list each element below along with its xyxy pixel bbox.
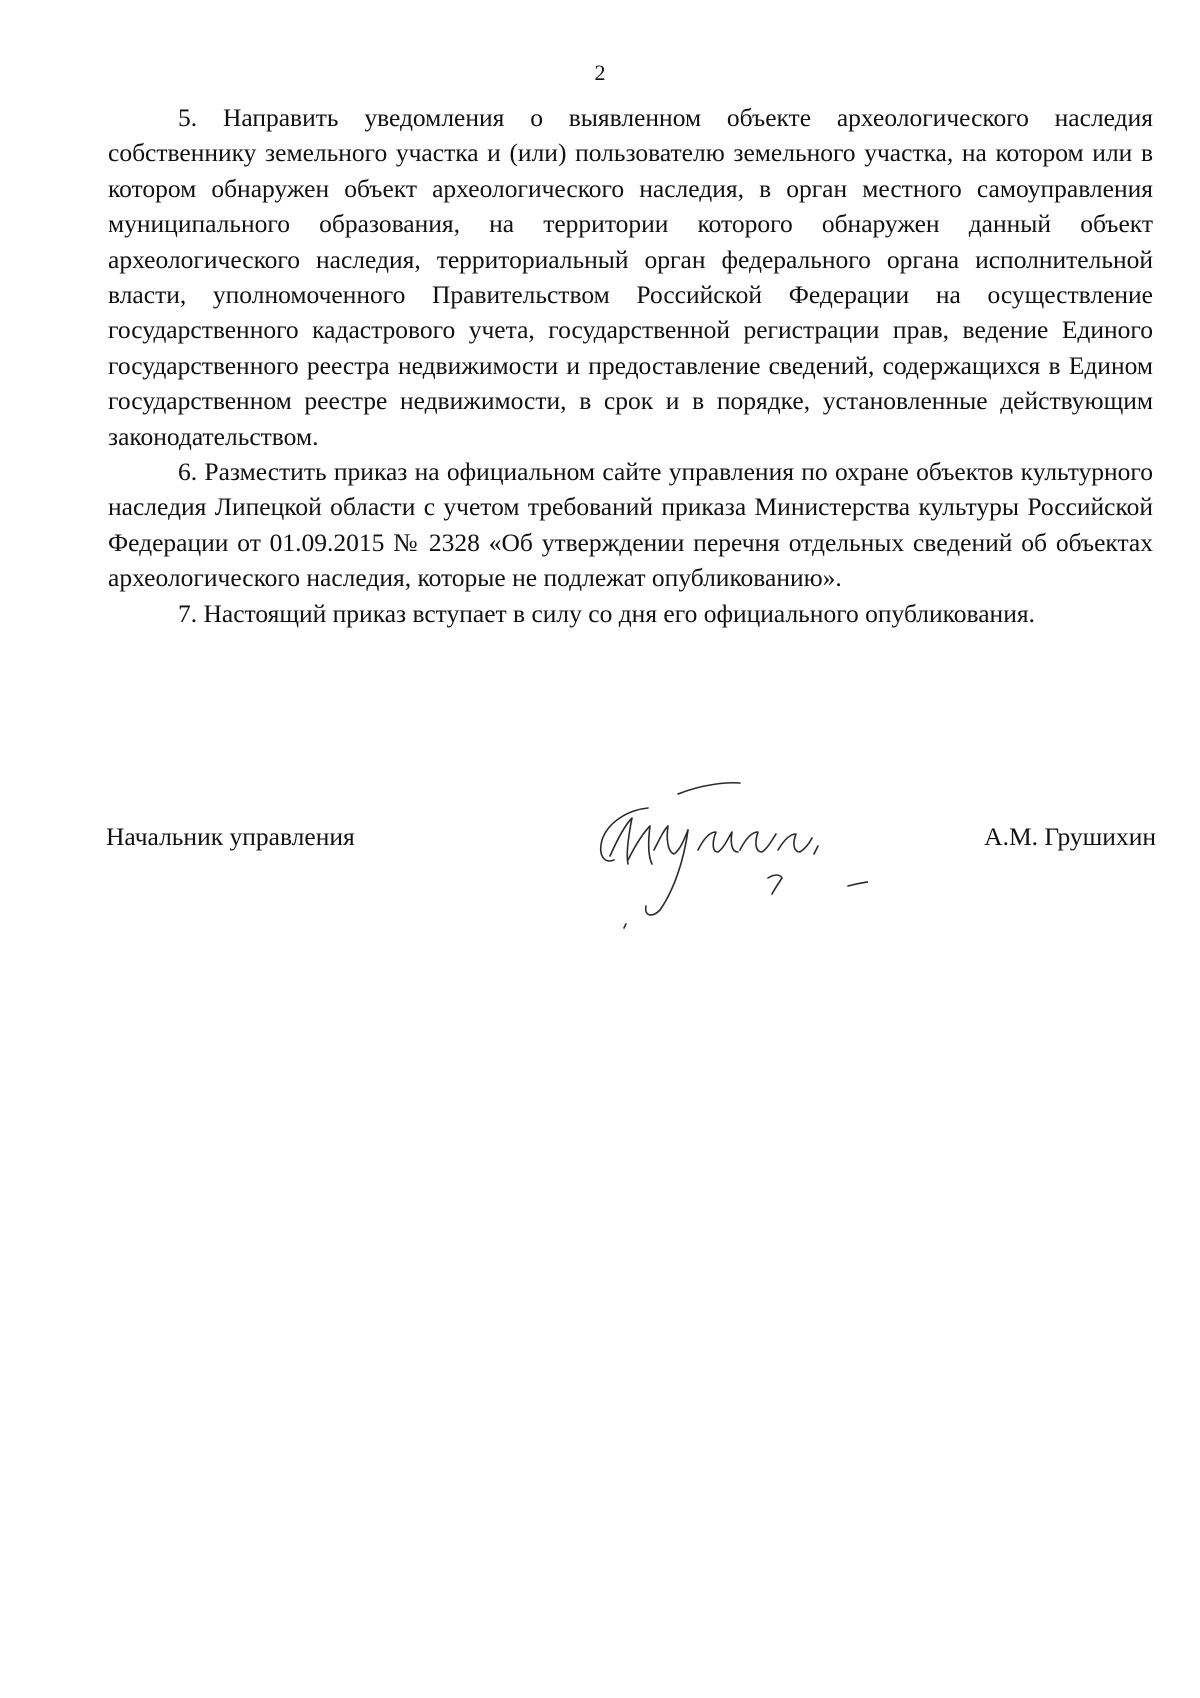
- signatory-name: А.М. Грушихин: [984, 822, 1156, 851]
- page-number: 2: [594, 60, 606, 85]
- signature-block: [106, 820, 1156, 920]
- document-body: [108, 100, 1153, 631]
- signatory-position: Начальник управления: [106, 822, 355, 851]
- paragraph-6: 6. Разместить приказ на официальном сайте управления по охране объектов культурного наследия Липецкой области с учетом требований приказа Министерства культуры Российской Федерации от 01.09.2015 № 2328 «Об утверждении перечня отдельных сведений об объектах археологического наследия, которые не подлежат опубликованию».: [108, 457, 1153, 593]
- handwritten-signature: [528, 760, 868, 940]
- paragraph-7: 7. Настоящий приказ вступает в силу со дня его официального опубликования.: [178, 598, 1035, 628]
- paragraph-5: 5. Направить уведомления о выявленном объекте археологического наследия собственнику земельного участка и (или) пользователю земельного участка, на котором или в котором обнаружен объект археологического наследия, в орган местного самоуправления муниципального образования, на территории которого обнаружен данный объект археологического наследия, территориальный орган федерального органа исполнительной власти, уполномоченного Правительством Российской Федерации на осуществление государственного кадастрового учета, государственной регистрации прав, ведение Единого государственного реестра недвижимости и предоставление сведений, содержащихся в Едином государственном реестре недвижимости, в срок и в порядке, установленные действующим законодательством.: [108, 103, 1153, 451]
